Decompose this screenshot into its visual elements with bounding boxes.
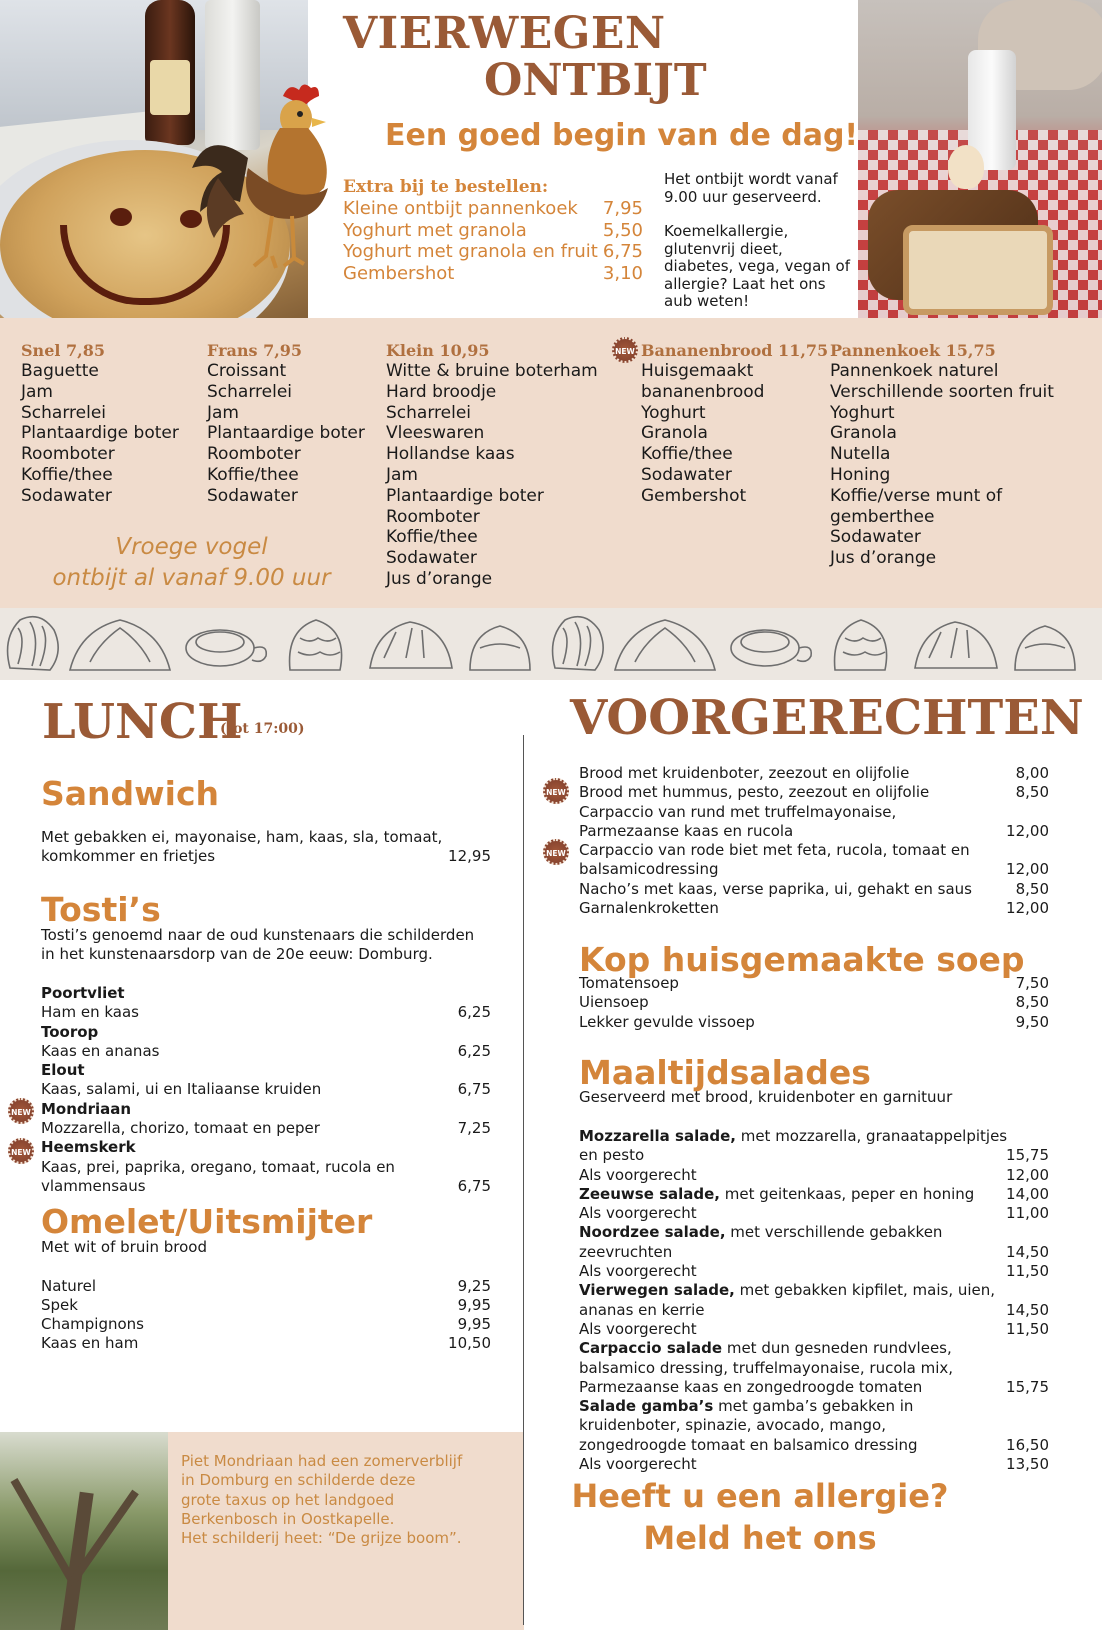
- salads-heading: Maaltijdsalades: [579, 1053, 871, 1092]
- allergy-note: Koemelkallergie, glutenvrij dieet, diabetes, vega, vegan of allergie? Laat het ons aub weten!: [664, 222, 850, 310]
- breakfast-title-line2: ONTBIJT: [484, 55, 707, 106]
- new-badge: NEW: [543, 778, 569, 804]
- sandwich-item: Met gebakken ei, mayonaise, ham, kaas, sla, tomaat, komkommer en frietjes 12,95: [41, 828, 491, 866]
- omelet-heading: Omelet/Uitsmijter: [41, 1202, 373, 1241]
- breakfast-option-bananenbrood: Bananenbrood 11,75 Huisgemaakt bananenbrood Yoghurt Granola Koffie/thee Sodawater Gembershot: [641, 341, 829, 506]
- breakfast-title-line1: VIERWEGEN: [343, 8, 666, 59]
- column-divider: [523, 735, 524, 1625]
- starters-title: VOORGERECHTEN: [570, 690, 1084, 746]
- extras-heading: Extra bij te bestellen:: [343, 177, 549, 197]
- served-time-note: Het ontbijt wordt vanaf 9.00 uur geserveerd.: [664, 170, 838, 206]
- breakfast-table-photo: [858, 0, 1102, 330]
- lunch-hours: (tot 17:00): [220, 721, 305, 737]
- breakfast-info: [664, 171, 854, 328]
- extras-item: Kleine ontbijt pannenkoek 7,95: [343, 198, 643, 219]
- new-badge: NEW: [543, 839, 569, 865]
- tosti-description: Tosti’s genoemd naar de oud kunstenaars die schilderden in het kunstenaarsdorp van de 20e eeuw: Domburg.: [41, 926, 475, 964]
- breakfast-option-klein: Klein 10,95 Witte & bruine boterham Hard broodje Scharrelei Vleeswaren Hollandse kaas Jam Plantaardige boter Roomboter Koffie/thee Sodawater Jus d’orange: [386, 341, 598, 589]
- pastry-illustration-strip: [0, 608, 1102, 680]
- breakfast-option-frans: Frans 7,95 Croissant Scharrelei Jam Plantaardige boter Roomboter Koffie/thee Sodawater: [207, 341, 365, 506]
- salads-list: Mozzarella salade, met mozzarella, granaatappelpitjes en pesto 15,75 Als voorgerecht 12,00 Zeeuwse salade, met geitenkaas, peper en honing 14,00 Als voorgerecht 11,00 Noordzee salade, met verschillende gebakken zeevruchten 14,50 Als voorgerecht 11,50 Vierwegen salade, met gebakken kipfilet, mais, uien, ananas en kerrie 14,50 Als voorgerecht 11,50 Carpaccio salade met dun gesneden rundvlees, balsamico dressing, truffelmayonaise, rucola mix, Parmezaanse kaas en zongedroogde tomaten 15,75 Salade gamba’s met gamba’s gebakken in kruidenboter, spinazie, avocado, mango, zongedroogde tomaat en balsamico dressing 16,50 Als voorgerecht 13,50: [579, 1127, 1049, 1474]
- soup-list: Tomatensoep 7,50 Uiensoep 8,50 Lekker gevulde vissoep 9,50: [579, 974, 1049, 1031]
- omelet-list: Met wit of bruin brood Naturel 9,25 Spek 9,95 Champignons 9,95 Kaas en ham 10,50: [41, 1238, 491, 1353]
- sandwich-heading: Sandwich: [41, 774, 220, 813]
- soup-heading: Kop huisgemaakte soep: [579, 940, 1025, 979]
- top-header-section: [0, 0, 1102, 330]
- allergy-callout: Heeft u een allergie? Meld het ons: [571, 1477, 949, 1557]
- breakfast-option-snel: Snel 7,85 Baguette Jam Scharrelei Plantaardige boter Roomboter Koffie/thee Sodawater: [21, 341, 179, 506]
- extras-item: Yoghurt met granola 5,50: [343, 219, 643, 241]
- mondriaan-note: Piet Mondriaan had een zomerverblijf in Domburg en schilderde deze grote taxus op het landgoed Berkenbosch in Oostkapelle. Het schilderij heet: “De grijze boom”.: [181, 1452, 463, 1548]
- tagline: Een goed begin van de dag!: [385, 118, 859, 153]
- rooster-illustration: [188, 78, 348, 278]
- early-bird-note: Vroege vogel ontbijt al vanaf 9.00 uur: [52, 534, 331, 591]
- grey-tree-photo: [0, 1432, 168, 1630]
- new-badge: NEW: [8, 1138, 34, 1164]
- extras-list: [343, 177, 643, 284]
- starters-list: Brood met kruidenboter, zeezout en olijfolie 8,00 Brood met hummus, pesto, zeezout en olijfolie 8,50 Carpaccio van rund met truffelmayonaise, Parmezaanse kaas en rucola 12,00 Carpaccio van rode biet met feta, rucola, tomaat en balsamicodressing 12,00 Nacho’s met kaas, verse paprika, ui, gehakt en saus 8,50 Garnalenkroketten 12,00: [579, 764, 1049, 918]
- tosti-list: Poortvliet Ham en kaas 6,25 Toorop Kaas en ananas 6,25 Elout Kaas, salami, ui en Italiaanse kruiden 6,75 Mondriaan Mozzarella, chorizo, tomaat en peper 7,25 Heemskerk Kaas, prei, paprika, oregano, tomaat, rucola en vlammensaus 6,75: [41, 984, 491, 1195]
- new-badge: NEW: [8, 1098, 34, 1124]
- breakfast-option-pannenkoek: Pannenkoek 15,75 Pannenkoek naturel Verschillende soorten fruit Yoghurt Granola Nutella Honing Koffie/verse munt of gemberthee Sodawater Jus d’orange: [830, 341, 1054, 569]
- salads-description: Geserveerd met brood, kruidenboter en garnituur: [579, 1088, 953, 1106]
- new-badge: NEW: [612, 337, 638, 363]
- pastry-sketch-icon: [0, 608, 1102, 680]
- tosti-heading: Tosti’s: [41, 890, 161, 929]
- extras-item: Yoghurt met granola en fruit 6,75: [343, 241, 643, 262]
- lunch-title: LUNCH: [42, 694, 243, 750]
- extras-item: Gembershot 3,10: [343, 262, 643, 284]
